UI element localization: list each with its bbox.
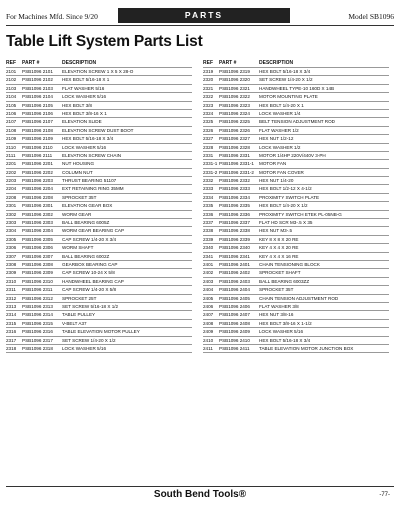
table-row [203,236,389,244]
description-cell: HEX NUT 1/4-20 [259,178,294,184]
part-number-cell: PSB1096 2111 [22,152,53,158]
table-row [6,269,192,277]
ref-cell: 2313 [6,303,17,309]
ref-cell: 2401 [203,261,214,267]
ref-cell: 2104 [6,94,17,100]
part-number-cell: PSB1096 2316 [22,329,53,335]
ref-cell: 2331 [203,152,214,158]
part-number-cell: PSB1096 2305 [22,236,53,242]
ref-cell: 2404 [203,287,214,293]
part-number-cell: PSB1096 2107 [22,119,53,125]
ref-cell: 2327 [203,136,214,142]
ref-cell: 2107 [6,119,17,125]
ref-cell: 2339 [203,236,214,242]
part-number-cell: PSB1096 2304 [22,228,53,234]
ref-cell: 2310 [6,278,17,284]
part-number-cell: PSB1096 2302 [22,211,53,217]
ref-cell: 2326 [203,127,214,133]
ref-cell: 2109 [6,136,17,142]
part-number-cell: PSB1096 2202 [22,169,53,175]
description-cell: TABLE ELEVATION MOTOR PULLEY [62,329,140,335]
table-row [203,102,389,110]
ref-cell: 2325 [203,119,214,125]
part-number-cell: PSB1096 2332 [219,178,250,184]
table-row [203,67,389,76]
description-cell: CHAIN TENSION ADJUSTMENT ROD [259,295,339,301]
ref-cell: 2101 [6,69,17,74]
part-number-cell: PSB1096 2311 [22,287,53,293]
ref-cell: 2331-1 [203,161,218,167]
description-cell: MOTOR MOUNTING PLATE [259,94,318,100]
table-row [203,202,389,210]
ref-cell: 2409 [203,329,214,335]
description-cell: SPROCKET 35T [62,194,97,200]
ref-cell: 2305 [6,236,17,242]
header-rule [6,25,394,26]
ref-cell: 2303 [6,220,17,226]
table-row [6,295,192,303]
description-cell: TABLE ELEVATION MOTOR JUNCTION BOX [259,345,354,351]
table-row [203,219,389,227]
table-row [6,278,192,286]
part-number-cell: PSB1096 2403 [219,278,250,284]
part-number-cell: PSB1096 2411 [219,345,250,351]
part-number-cell: PSB1096 2409 [219,329,250,335]
table-row [203,127,389,135]
description-cell: BELT TENSION ADJUSTMENT ROD [259,119,335,125]
part-number-cell: PSB1096 2410 [219,337,250,343]
table-row [203,320,389,328]
table-row [6,67,192,76]
ref-cell: 2335 [203,203,214,209]
ref-cell: 2309 [6,270,17,276]
description-cell: CHAIN TENSIONING BLOCK [259,261,320,267]
ref-cell: 2334 [203,194,214,200]
part-number-cell: PSB1096 2106 [22,110,53,116]
table-header [6,60,192,67]
ref-cell: 2208 [6,194,17,200]
ref-cell: 2317 [6,337,17,343]
part-number-cell: PSB1096 2407 [219,312,250,318]
col-desc-header: DESCRIPTION [259,60,294,66]
ref-cell: 2202 [6,169,17,175]
table-row [203,261,389,269]
part-number-cell: PSB1096 2321 [219,85,250,91]
part-number-cell: PSB1096 2341 [219,253,250,259]
part-number-cell: PSB1096 2315 [22,320,53,326]
ref-cell: 2410 [203,337,214,343]
ref-cell: 2406 [203,303,214,309]
description-cell: ELEVATION GEAR BOX [62,203,113,209]
ref-cell: 2111 [6,152,16,158]
table-row [6,160,192,168]
table-row [6,169,192,177]
table-row [203,345,389,353]
ref-cell: 2306 [6,245,17,251]
description-cell: HEX BOLT 3/8-16 X 1-1/2 [259,320,312,326]
part-number-cell: PSB1096 2402 [219,270,250,276]
description-cell: WORM SHAFT [62,245,94,251]
description-cell: FLAT HD SCR M3-.5 X 35 [259,220,313,226]
ref-cell: 2315 [6,320,17,326]
table-row [6,261,192,269]
part-number-cell: PSB1096 2110 [22,144,53,150]
table-row [6,127,192,135]
part-number-cell: PSB1096 2325 [219,119,250,125]
ref-cell: 2302 [6,211,17,217]
page-header [6,8,394,25]
part-number-cell: PSB1096 2334 [219,194,250,200]
part-number-cell: PSB1096 2313 [22,303,53,309]
ref-cell: 2340 [203,245,214,251]
col-ref-header: REF [6,60,16,66]
description-cell: HEX NUT 3/8-16 [259,312,294,318]
table-row [203,135,389,143]
part-number-cell: PSB1096 2331-2 [219,169,254,175]
description-cell: HEX NUT M3-.5 [259,228,293,234]
table-row [6,311,192,319]
part-number-cell: PSB1096 2405 [219,295,250,301]
table-row [6,320,192,328]
table-row [6,227,192,235]
description-cell: HEX BOLT 1/2-12 X 4-1/2 [259,186,312,192]
col-ref-header: REF [203,60,213,66]
description-cell: ELEVATION SLIDE [62,119,102,125]
table-row [6,93,192,101]
description-cell: HEX BOLT 5/16-18 X 1 [62,77,110,83]
table-row [203,85,389,93]
part-number-cell: PSB1096 2406 [219,303,250,309]
table-row [203,295,389,303]
description-cell: HANDWHEEL TYPE-10 160D X 14B [259,85,335,91]
ref-cell: 2408 [203,320,214,326]
description-cell: MOTOR FAN [259,161,287,167]
part-number-cell: PSB1096 2339 [219,236,250,242]
table-row [203,286,389,294]
part-number-cell: PSB1096 2301 [22,203,53,209]
description-cell: LOCK WASHER 1/2 [259,144,301,150]
part-number-cell: PSB1096 2314 [22,312,53,318]
part-number-cell: PSB1096 2308 [22,261,53,267]
description-cell: HEX BOLT 3/8-16 X 1 [62,110,107,116]
ref-cell: 2328 [203,144,214,150]
description-cell: HEX BOLT 1/4-20 X 1 [259,102,304,108]
description-cell: NUT HOUSING [62,161,95,167]
table-row [6,152,192,160]
header-model-text: Model SB1096 [348,12,394,21]
ref-cell: 2304 [6,228,17,234]
part-number-cell: PSB1096 2307 [22,253,53,259]
parts-table-right [203,60,389,353]
table-row [6,110,192,118]
table-row [203,144,389,152]
ref-cell: 2333 [203,186,214,192]
description-cell: HEX BOLT 5/16-18 X 3/4 [259,69,311,74]
table-row [203,76,389,84]
ref-cell: 2110 [6,144,16,150]
description-cell: FLAT WASHER 5/16 [62,85,105,91]
part-number-cell: PSB1096 2103 [22,85,53,91]
table-row [6,337,192,345]
ref-cell: 2405 [203,295,214,301]
description-cell: ELEVATION SCREW 1 X 5 X 28-O [62,69,134,74]
part-number-cell: PSB1096 2317 [22,337,53,343]
ref-cell: 2341 [203,253,214,259]
table-row [203,269,389,277]
part-number-cell: PSB1096 2322 [219,94,250,100]
part-number-cell: PSB1096 2318 [22,345,53,351]
table-body [203,67,389,353]
header-machines-text: For Machines Mfd. Since 9/20 [6,12,98,21]
description-cell: SPROCKET 35T [259,287,294,293]
part-number-cell: PSB1096 2312 [22,295,53,301]
table-row [203,160,389,168]
table-row [6,118,192,126]
part-number-cell: PSB1096 2310 [22,278,53,284]
table-row [203,152,389,160]
ref-cell: 2312 [6,295,17,301]
table-row [203,311,389,319]
table-row [203,337,389,345]
part-number-cell: PSB1096 2404 [219,287,250,293]
ref-cell: 2336 [203,211,214,217]
description-cell: PROXIMITY SWITCH ETEK PL-05NB-G [259,211,342,217]
part-number-cell: PSB1096 2320 [219,77,250,83]
table-row [203,93,389,101]
description-cell: SET SCREW 1/4-20 X 1/2 [62,337,116,343]
description-cell: COLUMN NUT [62,169,93,175]
part-number-cell: PSB1096 2328 [219,144,250,150]
part-number-cell: PSB1096 2203 [22,178,53,184]
ref-cell: 2402 [203,270,214,276]
part-number-cell: PSB1096 2109 [22,136,53,142]
ref-cell: 2318 [6,345,17,351]
table-body [6,67,192,353]
table-row [6,177,192,185]
table-row [203,169,389,177]
description-cell: MOTOR FAN COVER [259,169,304,175]
part-number-cell: PSB1096 2204 [22,186,53,192]
table-row [6,303,192,311]
ref-cell: 2314 [6,312,17,318]
description-cell: LOCK WASHER 5/16 [62,94,106,100]
ref-cell: 2320 [203,77,214,83]
part-number-cell: PSB1096 2331-1 [219,161,254,167]
description-cell: BALL BEARING 6005Z [62,220,110,226]
description-cell: HANDWHEEL BEARING CAP [62,278,124,284]
description-cell: SET SCREW 5/16-18 X 1/2 [62,303,119,309]
table-row [6,185,192,193]
table-row [6,286,192,294]
ref-cell: 2321 [203,85,214,91]
table-row [203,185,389,193]
description-cell: ELEVATION SCREW CHAIN [62,152,122,158]
description-cell: SPROCKET SHAFT [259,270,301,276]
ref-cell: 2323 [203,102,214,108]
description-cell: KEY 4 X 4 X 16 RE [259,253,299,259]
table-row [6,85,192,93]
part-number-cell: PSB1096 2336 [219,211,250,217]
part-number-cell: PSB1096 2101 [22,69,53,74]
part-number-cell: PSB1096 2337 [219,220,250,226]
ref-cell: 2203 [6,178,17,184]
description-cell: BALL BEARING 6003ZZ [259,278,310,284]
description-cell: TABLE PULLEY [62,312,96,318]
table-row [6,194,192,202]
table-row [6,244,192,252]
part-number-cell: PSB1096 2408 [219,320,250,326]
table-row [6,219,192,227]
ref-cell: 2338 [203,228,214,234]
table-row [203,211,389,219]
part-number-cell: PSB1096 2340 [219,245,250,251]
part-number-cell: PSB1096 2333 [219,186,250,192]
table-row [203,303,389,311]
part-number-cell: PSB1096 2108 [22,127,53,133]
description-cell: CAP SCREW 10-24 X 5/8 [62,270,115,276]
ref-cell: 2102 [6,77,17,83]
table-row [6,202,192,210]
page-number: -77- [379,492,390,498]
ref-cell: 2308 [6,261,17,267]
part-number-cell: PSB1096 2323 [219,102,250,108]
header-section-label: PARTS [118,8,290,23]
ref-cell: 2331-2 [203,169,218,175]
col-part-header: PART # [22,60,40,66]
parts-table-left [6,60,192,353]
part-number-cell: PSB1096 2105 [22,102,53,108]
part-number-cell: PSB1096 2201 [22,161,53,167]
table-row [203,227,389,235]
col-desc-header: DESCRIPTION [62,60,97,66]
description-cell: HEX BOLT 5/16-18 X 3/4 [259,337,311,343]
description-cell: HEX BOLT 3/8 [62,102,92,108]
ref-cell: 2204 [6,186,17,192]
ref-cell: 2337 [203,220,214,226]
ref-cell: 2105 [6,102,17,108]
part-number-cell: PSB1096 2338 [219,228,250,234]
table-row [6,102,192,110]
part-number-cell: PSB1096 2335 [219,203,250,209]
ref-cell: 2108 [6,127,17,133]
part-number-cell: PSB1096 2319 [219,69,250,74]
description-cell: BALL BEARING 6002Z [62,253,110,259]
description-cell: FLAT WASHER 1/2 [259,127,299,133]
ref-cell: 2311 [6,287,16,293]
table-row [203,118,389,126]
ref-cell: 2319 [203,69,214,74]
part-number-cell: PSB1096 2331 [219,152,250,158]
page-title: Table Lift System Parts List [6,33,203,50]
table-row [6,345,192,353]
description-cell: CAP SCREW 1/4-20 X 5/8 [62,287,117,293]
part-number-cell: PSB1096 2102 [22,77,53,83]
part-number-cell: PSB1096 2327 [219,136,250,142]
table-row [203,278,389,286]
table-row [6,144,192,152]
table-row [203,194,389,202]
description-cell: KEY 8 X 8 X 20 RE [259,236,299,242]
ref-cell: 2322 [203,94,214,100]
part-number-cell: PSB1096 2208 [22,194,53,200]
ref-cell: 2301 [6,203,17,209]
part-number-cell: PSB1096 2104 [22,94,53,100]
description-cell: CAP SCREW 1/4-20 X 3/4 [62,236,117,242]
description-cell: THRUST BEARING 51107 [62,178,117,184]
description-cell: HEX BOLT 1/4-20 X 1/2 [259,203,308,209]
ref-cell: 2103 [6,85,17,91]
part-number-cell: PSB1096 2326 [219,127,250,133]
ref-cell: 2201 [6,161,17,167]
table-row [203,110,389,118]
description-cell: V-BELT A37 [62,320,87,326]
description-cell: ELEVATION SCREW DUST BOOT [62,127,134,133]
ref-cell: 2106 [6,110,17,116]
description-cell: HEX NUT 1/2-12 [259,136,294,142]
col-part-header: PART # [219,60,237,66]
table-row [203,253,389,261]
ref-cell: 2307 [6,253,17,259]
description-cell: LOCK WASHER 5/16 [62,345,106,351]
ref-cell: 2403 [203,278,214,284]
ref-cell: 2332 [203,178,214,184]
description-cell: PROXIMITY SWITCH PLATE [259,194,320,200]
description-cell: LOCK WASHER 5/16 [259,329,303,335]
ref-cell: 2407 [203,312,214,318]
table-row [203,328,389,336]
part-number-cell: PSB1096 2303 [22,220,53,226]
brand-logo-text: South Bend Tools® [153,489,247,500]
part-number-cell: PSB1096 2401 [219,261,250,267]
description-cell: WORM GEAR [62,211,92,217]
part-number-cell: PSB1096 2306 [22,245,53,251]
table-row [203,244,389,252]
description-cell: MOTOR 1/4HP 220V/440V 3-PH [259,152,326,158]
table-row [6,76,192,84]
description-cell: FLAT WASHER 3/8 [259,303,299,309]
description-cell: KEY 4 X 4 X 20 RE [259,245,299,251]
table-row [6,135,192,143]
table-row [6,211,192,219]
ref-cell: 2324 [203,110,214,116]
description-cell: GEARBOX BEARING CAP [62,261,118,267]
table-row [6,236,192,244]
ref-cell: 2411 [203,345,213,351]
table-row [6,253,192,261]
description-cell: SPROCKET 25T [62,295,97,301]
description-cell: HEX BOLT 5/16-18 X 3/4 [62,136,114,142]
table-row [203,177,389,185]
part-number-cell: PSB1096 2309 [22,270,53,276]
table-header [203,60,389,67]
description-cell: LOCK WASHER 1/4 [259,110,301,116]
description-cell: WORM GEAR BEARING CAP [62,228,125,234]
part-number-cell: PSB1096 2324 [219,110,250,116]
footer-rule [6,486,394,487]
description-cell: EXT RETAINING RING 35MM [62,186,124,192]
ref-cell: 2316 [6,329,17,335]
description-cell: LOCK WASHER 5/16 [62,144,106,150]
table-row [6,328,192,336]
description-cell: SET SCREW 1/4-20 X 1/2 [259,77,313,83]
